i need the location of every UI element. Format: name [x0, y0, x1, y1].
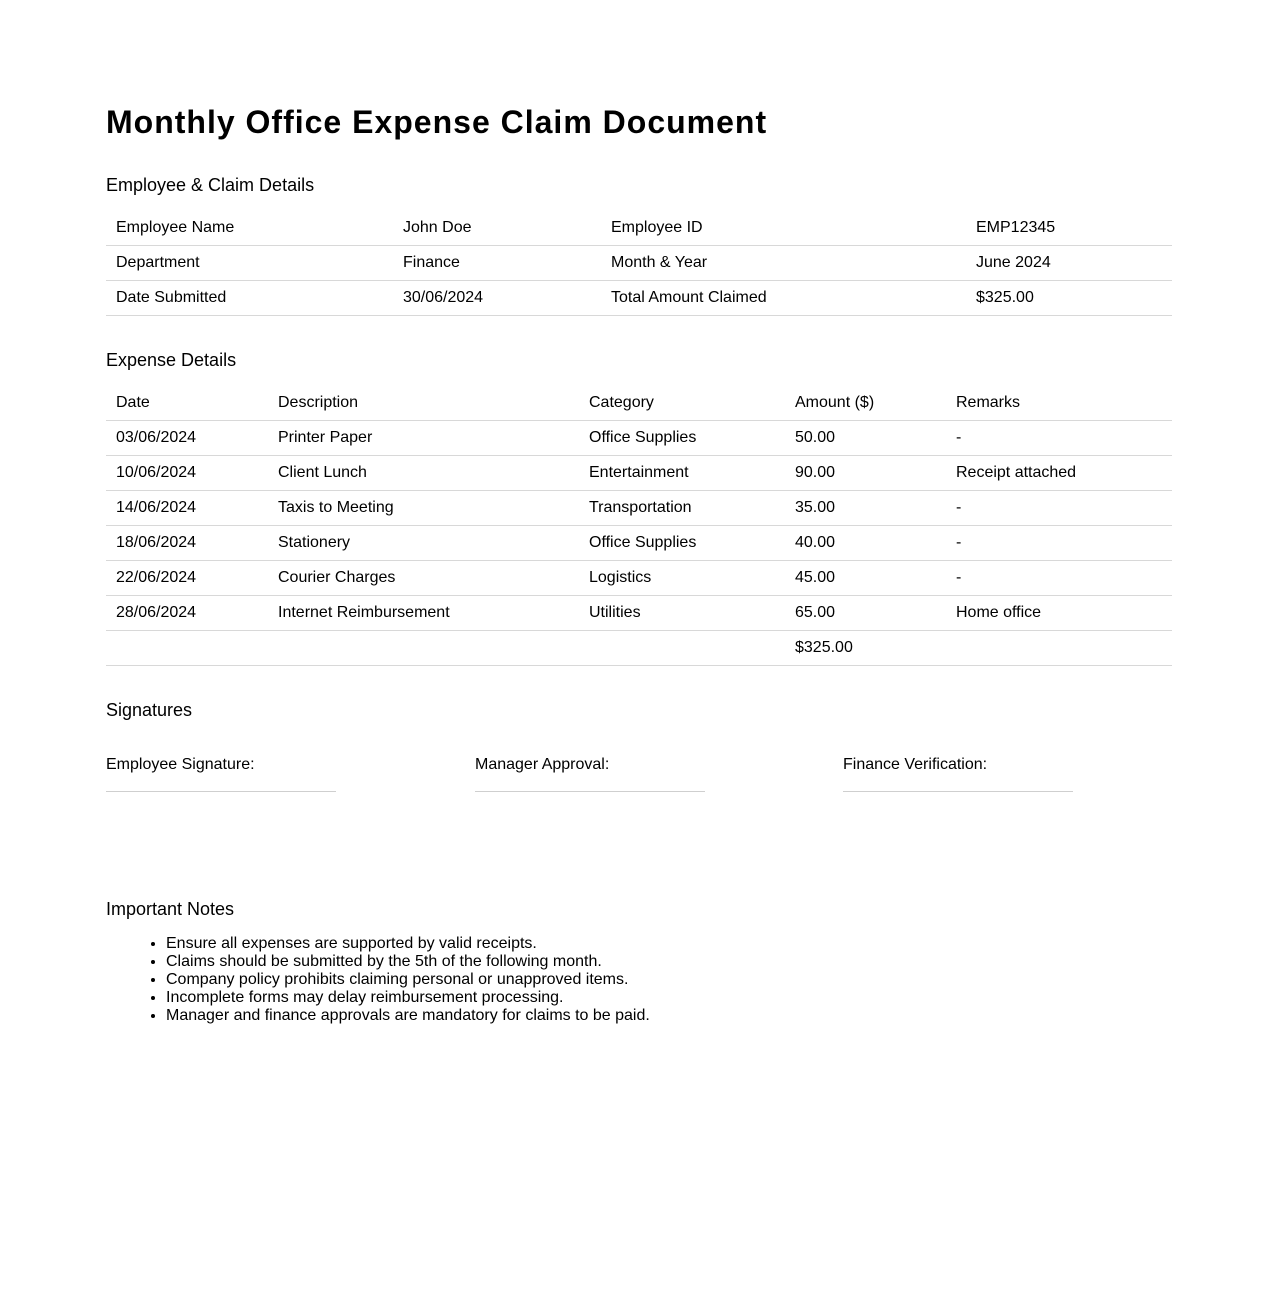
department-value: Finance: [393, 246, 601, 281]
expense-date: 22/06/2024: [106, 561, 268, 596]
expense-amount: 65.00: [785, 596, 946, 631]
table-row: [106, 596, 1172, 631]
column-header-category: Category: [579, 386, 785, 421]
expense-date: 18/06/2024: [106, 526, 268, 561]
total-spacer: [579, 631, 785, 666]
expense-details-heading: Expense Details: [106, 350, 237, 370]
expense-amount: 45.00: [785, 561, 946, 596]
expense-category: Transportation: [579, 491, 785, 526]
employee-signature-block: [106, 755, 336, 792]
expense-remarks: -: [946, 421, 1172, 456]
expense-remarks: Home office: [946, 596, 1172, 631]
employee-name-label: Employee Name: [106, 211, 393, 246]
expense-date: 14/06/2024: [106, 491, 268, 526]
expense-date: 10/06/2024: [106, 456, 268, 491]
employee-id-label: Employee ID: [601, 211, 966, 246]
expense-category: Office Supplies: [579, 526, 785, 561]
table-header-row: [106, 386, 1172, 421]
table-row: [106, 561, 1172, 596]
expense-description: Printer Paper: [268, 421, 579, 456]
expense-amount: 50.00: [785, 421, 946, 456]
expense-remarks: Receipt attached: [946, 456, 1172, 491]
column-header-date: Date: [106, 386, 268, 421]
finance-verification-label: Finance Verification:: [843, 756, 988, 773]
employee-signature-label: Employee Signature:: [106, 756, 255, 773]
important-notes-heading: Important Notes: [106, 899, 235, 919]
month-year-label: Month & Year: [601, 246, 966, 281]
date-submitted-label: Date Submitted: [106, 281, 393, 316]
employee-signature-line[interactable]: [106, 791, 336, 792]
expense-remarks: -: [946, 491, 1172, 526]
date-submitted-value: 30/06/2024: [393, 281, 601, 316]
table-row: [106, 456, 1172, 491]
table-row: [106, 526, 1172, 561]
expense-amount: 40.00: [785, 526, 946, 561]
column-header-description: Description: [268, 386, 579, 421]
expense-category: Office Supplies: [579, 421, 785, 456]
table-row: [106, 281, 1172, 316]
expense-description: Stationery: [268, 526, 579, 561]
total-claimed-value: $325.00: [966, 281, 1172, 316]
signatures-heading: Signatures: [106, 700, 193, 720]
column-header-remarks: Remarks: [946, 386, 1172, 421]
expense-description: Courier Charges: [268, 561, 579, 596]
expense-date: 03/06/2024: [106, 421, 268, 456]
expense-category: Logistics: [579, 561, 785, 596]
expense-description: Taxis to Meeting: [268, 491, 579, 526]
total-spacer: [268, 631, 579, 666]
expense-remarks: -: [946, 561, 1172, 596]
important-notes-list: [106, 935, 650, 1025]
list-item: • Ensure all expenses are supported by valid receipts.: [166, 935, 650, 953]
employee-name-value: John Doe: [393, 211, 601, 246]
expense-description: Internet Reimbursement: [268, 596, 579, 631]
expense-amount: 35.00: [785, 491, 946, 526]
total-row: [106, 631, 1172, 666]
finance-verification-line[interactable]: [843, 791, 1073, 792]
table-row: [106, 211, 1172, 246]
table-row: [106, 491, 1172, 526]
expense-date: 28/06/2024: [106, 596, 268, 631]
total-amount: $325.00: [785, 631, 946, 666]
department-label: Department: [106, 246, 393, 281]
list-item: • Incomplete forms may delay reimbursement processing.: [166, 989, 650, 1007]
page-title: Monthly Office Expense Claim Document: [106, 104, 768, 140]
expense-remarks: -: [946, 526, 1172, 561]
employee-details-heading: Employee & Claim Details: [106, 175, 315, 195]
manager-approval-line[interactable]: [475, 791, 705, 792]
table-row: [106, 246, 1172, 281]
employee-id-value: EMP12345: [966, 211, 1172, 246]
expense-amount: 90.00: [785, 456, 946, 491]
expense-description: Client Lunch: [268, 456, 579, 491]
manager-approval-label: Manager Approval:: [475, 756, 610, 773]
manager-approval-block: [475, 755, 705, 792]
column-header-amount: Amount ($): [785, 386, 946, 421]
expense-category: Utilities: [579, 596, 785, 631]
table-row: [106, 421, 1172, 456]
list-item: • Company policy prohibits claiming personal or unapproved items.: [166, 971, 650, 989]
expense-category: Entertainment: [579, 456, 785, 491]
total-claimed-label: Total Amount Claimed: [601, 281, 966, 316]
list-item: • Claims should be submitted by the 5th of the following month.: [166, 953, 650, 971]
finance-verification-block: [843, 755, 1073, 792]
total-spacer: [946, 631, 1172, 666]
total-spacer: [106, 631, 268, 666]
employee-details-table: [106, 211, 1172, 316]
list-item: • Manager and finance approvals are mandatory for claims to be paid.: [166, 1007, 650, 1025]
expense-details-table: [106, 386, 1172, 666]
month-year-value: June 2024: [966, 246, 1172, 281]
